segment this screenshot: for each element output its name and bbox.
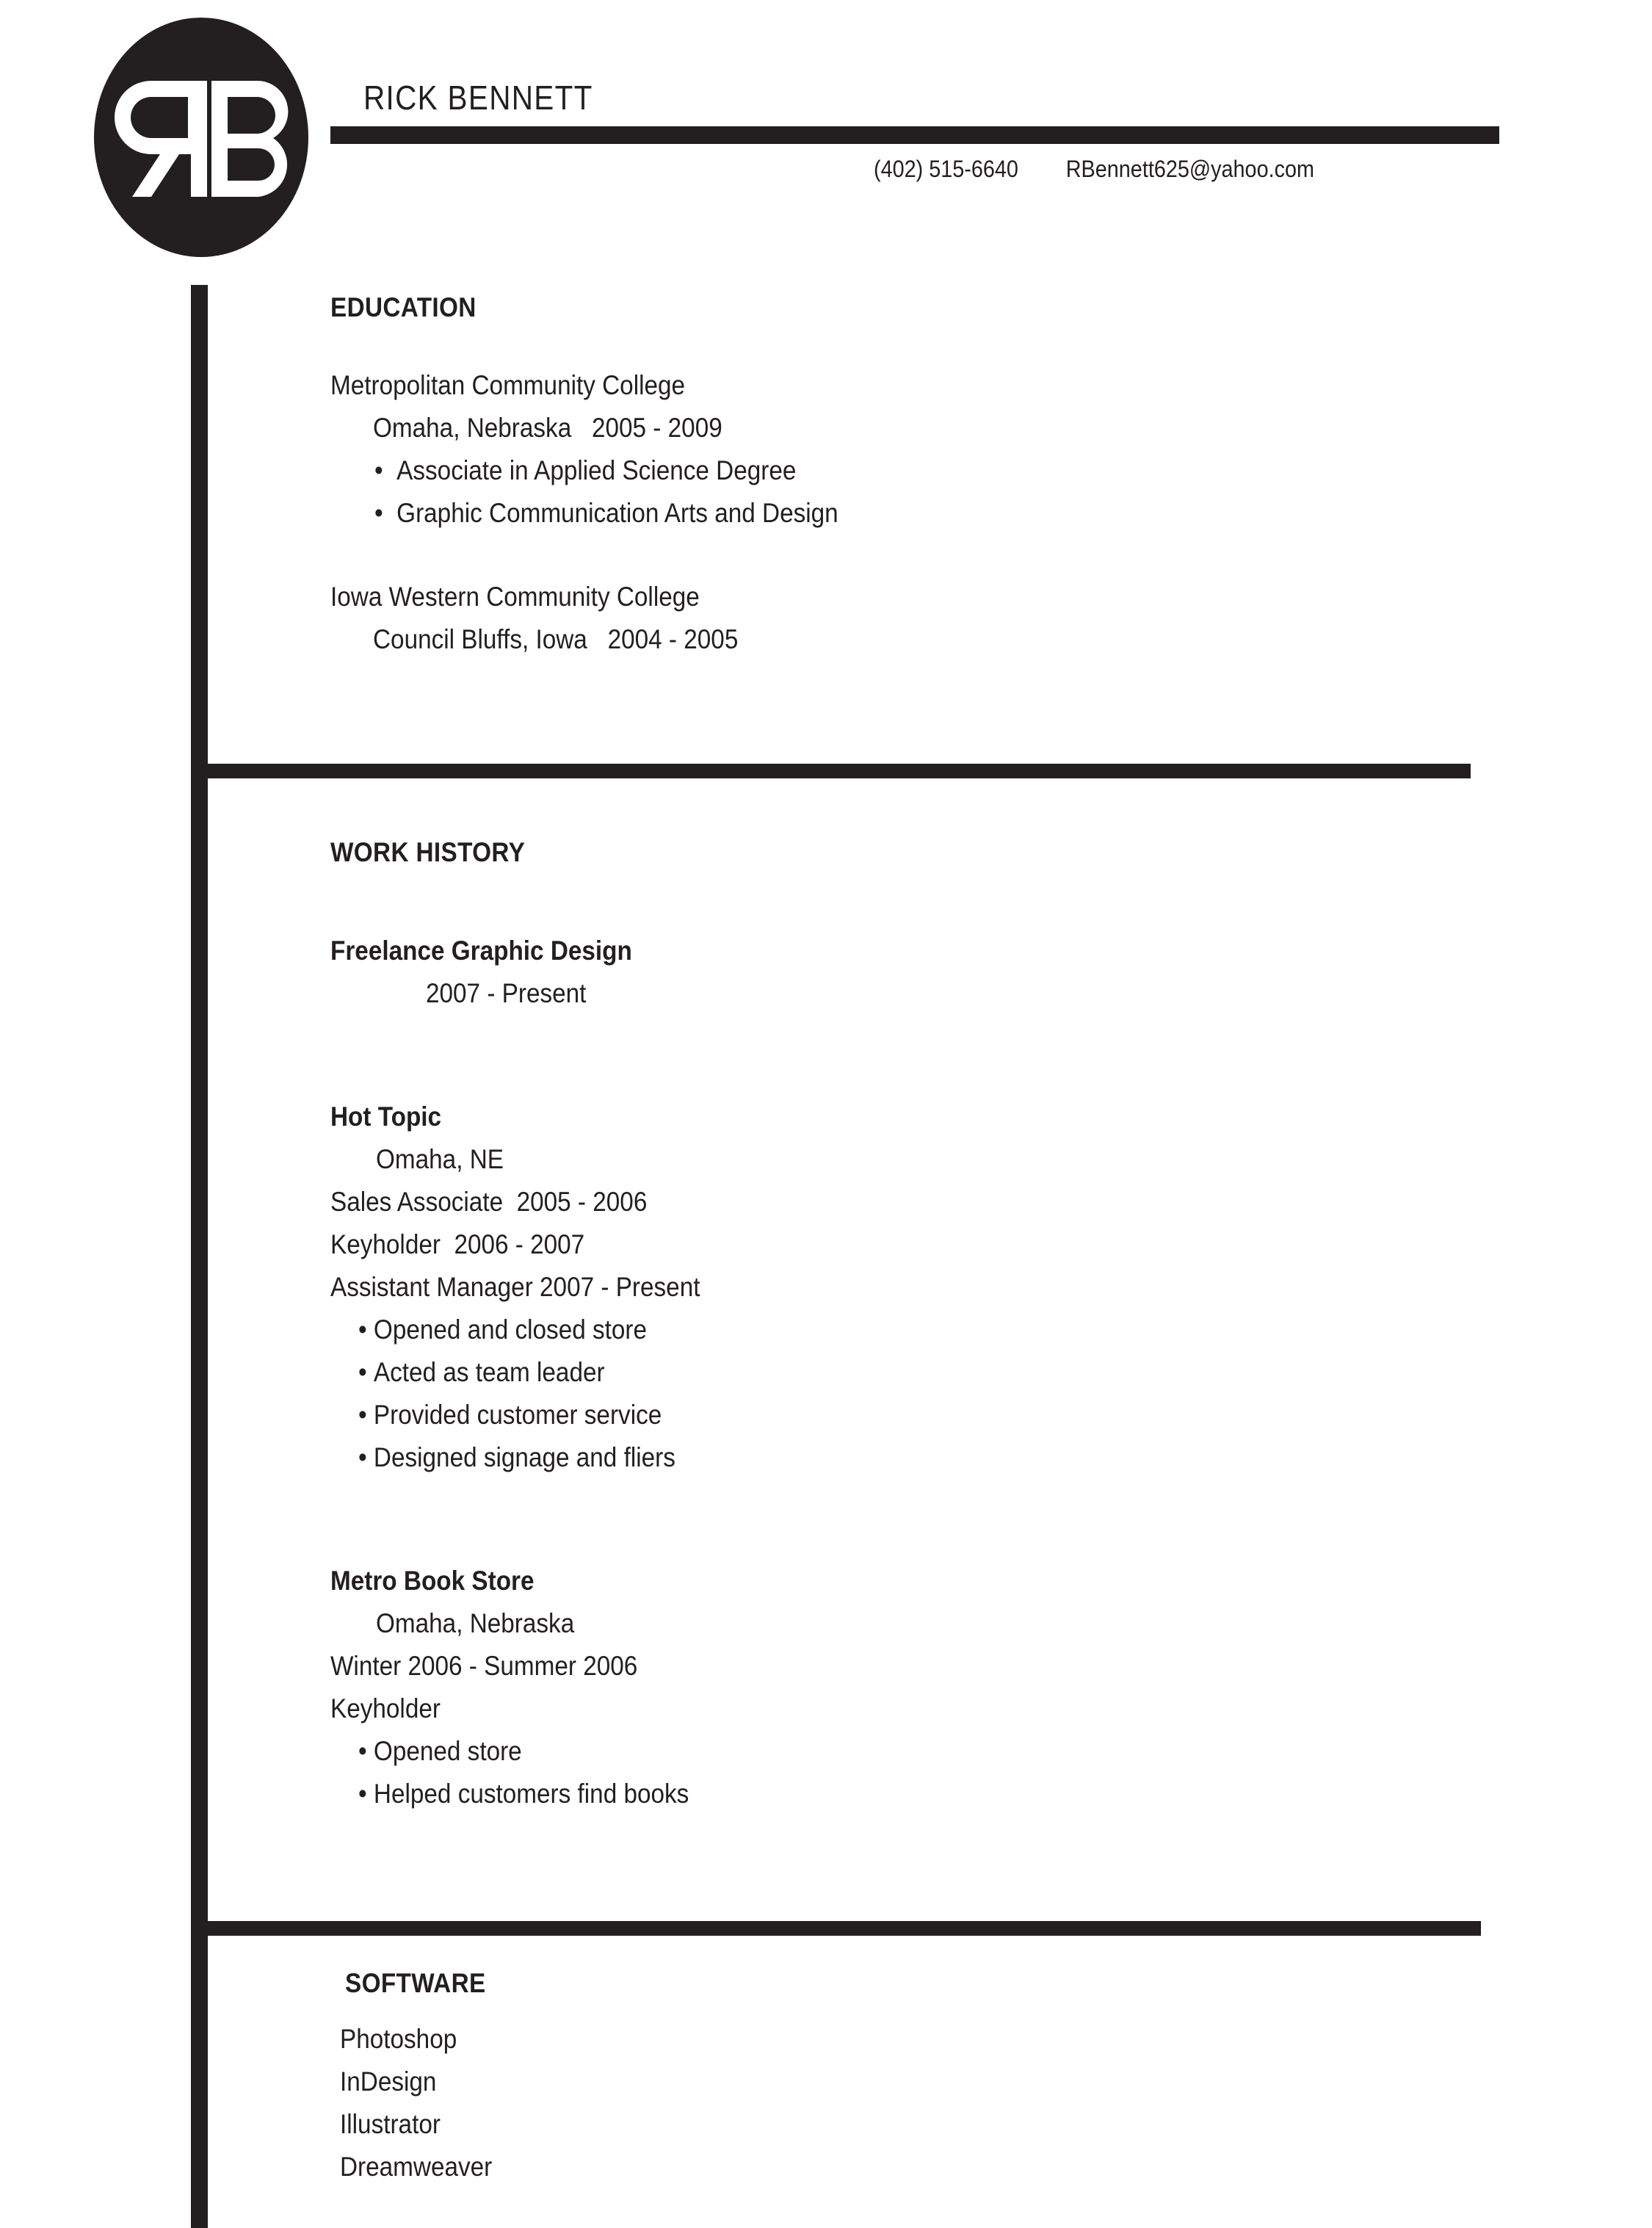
education-section (0, 292, 1652, 661)
spacer (0, 535, 1652, 576)
work-entry (0, 930, 1652, 1015)
education-bullet: • Graphic Communication Arts and Design (374, 492, 1524, 535)
job-role: Assistant Manager 2007 - Present (330, 1272, 700, 1302)
spacer (0, 1077, 1652, 1096)
education-heading: EDUCATION (330, 292, 477, 322)
employment-dates: 2007 - Present (426, 978, 587, 1008)
spacer (0, 323, 1652, 364)
work-bullet: • Helped customers find books (358, 1773, 1523, 1815)
employer-name: Metro Book Store (330, 1566, 535, 1596)
spacer (0, 1541, 1652, 1560)
phone-number: (402) 515-6640 (874, 156, 1018, 182)
employer-name: Freelance Graphic Design (330, 936, 632, 966)
spacer (0, 1015, 1652, 1077)
spacer (0, 868, 1652, 930)
email-address: RBennett625@yahoo.com (1065, 156, 1314, 182)
education-divider-rule (206, 764, 1471, 778)
employment-dates: Winter 2006 - Summer 2006 (330, 1651, 638, 1681)
software-item: InDesign (340, 2066, 437, 2097)
page-title: RICK BENNETT (363, 79, 593, 117)
spacer (0, 1479, 1652, 1541)
employer-name: Hot Topic (330, 1102, 442, 1132)
contact-info (874, 156, 1314, 183)
education-bullet: • Associate in Applied Science Degree (374, 449, 1524, 492)
employer-location: Omaha, NE (376, 1144, 504, 1174)
work-bullet: • Opened and closed store (358, 1309, 1523, 1351)
software-section (0, 1968, 1652, 2188)
work-history-divider-rule (206, 1921, 1481, 1936)
school-location-dates: Council Bluffs, Iowa 2004 - 2005 (373, 624, 739, 654)
spacer (0, 1999, 1652, 2018)
work-bullet: • Designed signage and fliers (358, 1436, 1523, 1479)
software-item: Photoshop (340, 2024, 457, 2054)
school-name: Metropolitan Community College (330, 370, 686, 400)
work-entry (0, 1560, 1652, 1815)
job-role: Keyholder (330, 1693, 441, 1724)
work-bullet: • Opened store (358, 1730, 1523, 1773)
work-entry (0, 1096, 1652, 1479)
work-history-section (0, 837, 1652, 1815)
education-entry (0, 364, 1652, 535)
job-role: Keyholder 2006 - 2007 (330, 1229, 585, 1259)
work-bullet: • Acted as team leader (358, 1351, 1523, 1394)
school-location-dates: Omaha, Nebraska 2005 - 2009 (373, 413, 722, 443)
school-name: Iowa Western Community College (330, 582, 700, 612)
employer-location: Omaha, Nebraska (376, 1608, 575, 1638)
education-entry (0, 576, 1652, 661)
header-divider-rule (330, 126, 1499, 144)
work-history-heading: WORK HISTORY (330, 837, 526, 867)
software-item: Illustrator (340, 2109, 441, 2139)
software-heading: SOFTWARE (345, 1968, 486, 1998)
work-bullet: • Provided customer service (358, 1394, 1523, 1436)
rb-monogram-logo (94, 18, 308, 257)
job-role: Sales Associate 2005 - 2006 (330, 1187, 648, 1217)
software-item: Dreamweaver (340, 2152, 493, 2182)
